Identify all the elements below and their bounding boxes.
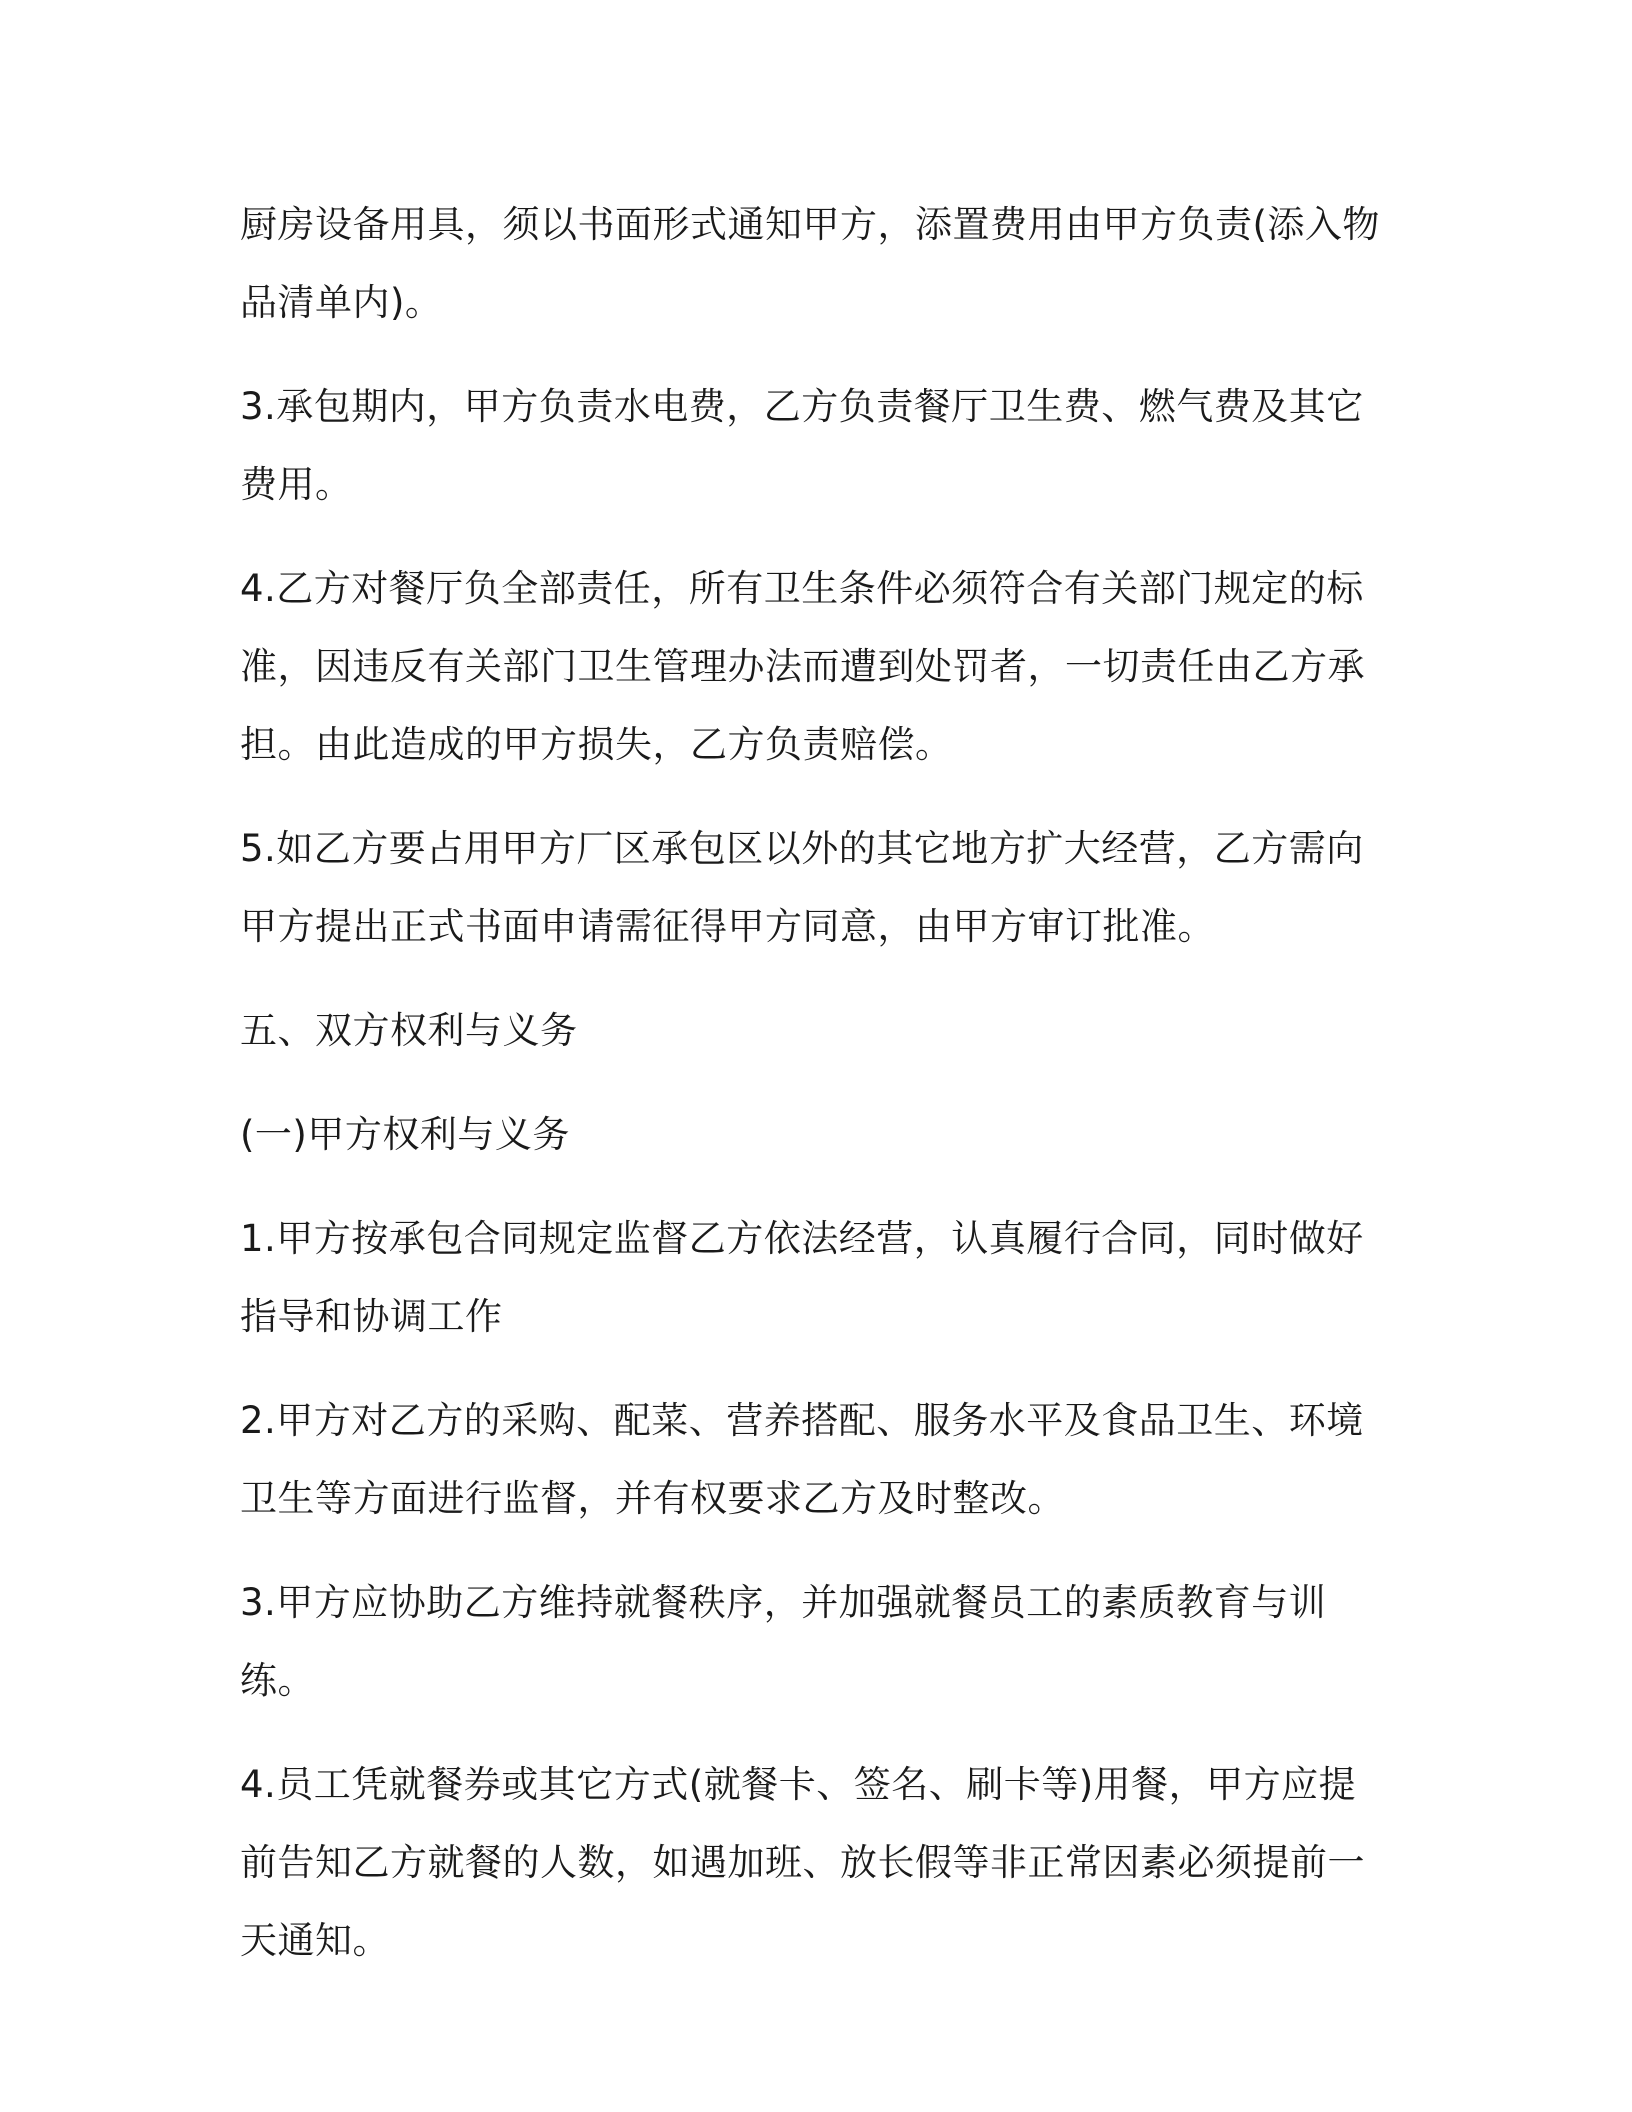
paragraph-kitchen-equipment: 厨房设备用具，须以书面形式通知甲方，添置费用由甲方负责(添入物品清单内)。	[240, 203, 1380, 324]
paragraph-clause-4-responsibility: 4.乙方对餐厅负全部责任，所有卫生条件必须符合有关部门规定的标准，因违反有关部门卫生管理办法而遭到处罚者，一切责任由乙方承担。由此造成的甲方损失，乙方负责赔偿。	[240, 567, 1365, 766]
paragraph-party-a-clause-4: 4.员工凭就餐券或其它方式(就餐卡、签名、刷卡等)用餐，甲方应提前告知乙方就餐的人数，如遇加班、放长假等非正常因素必须提前一天通知。	[240, 1763, 1365, 1962]
paragraph-clause-3-fees: 3.承包期内，甲方负责水电费，乙方负责餐厅卫生费、燃气费及其它费用。	[240, 385, 1364, 506]
paragraph-party-a-clause-3: 3.甲方应协助乙方维持就餐秩序，并加强就餐员工的素质教育与训练。	[240, 1581, 1327, 1702]
paragraph-party-a-clause-1: 1.甲方按承包合同规定监督乙方依法经营，认真履行合同，同时做好指导和协调工作	[240, 1217, 1364, 1338]
paragraph-party-a-clause-2: 2.甲方对乙方的采购、配菜、营养搭配、服务水平及食品卫生、环境卫生等方面进行监督，并有权要求乙方及时整改。	[240, 1399, 1364, 1520]
section-heading-rights-obligations: 五、双方权利与义务	[240, 1009, 578, 1052]
subsection-heading-party-a: (一)甲方权利与义务	[240, 1113, 570, 1156]
document-body	[240, 186, 1390, 2006]
paragraph-clause-5-expansion: 5.如乙方要占用甲方厂区承包区以外的其它地方扩大经营，乙方需向甲方提出正式书面申请需征得甲方同意，由甲方审订批准。	[240, 827, 1364, 948]
